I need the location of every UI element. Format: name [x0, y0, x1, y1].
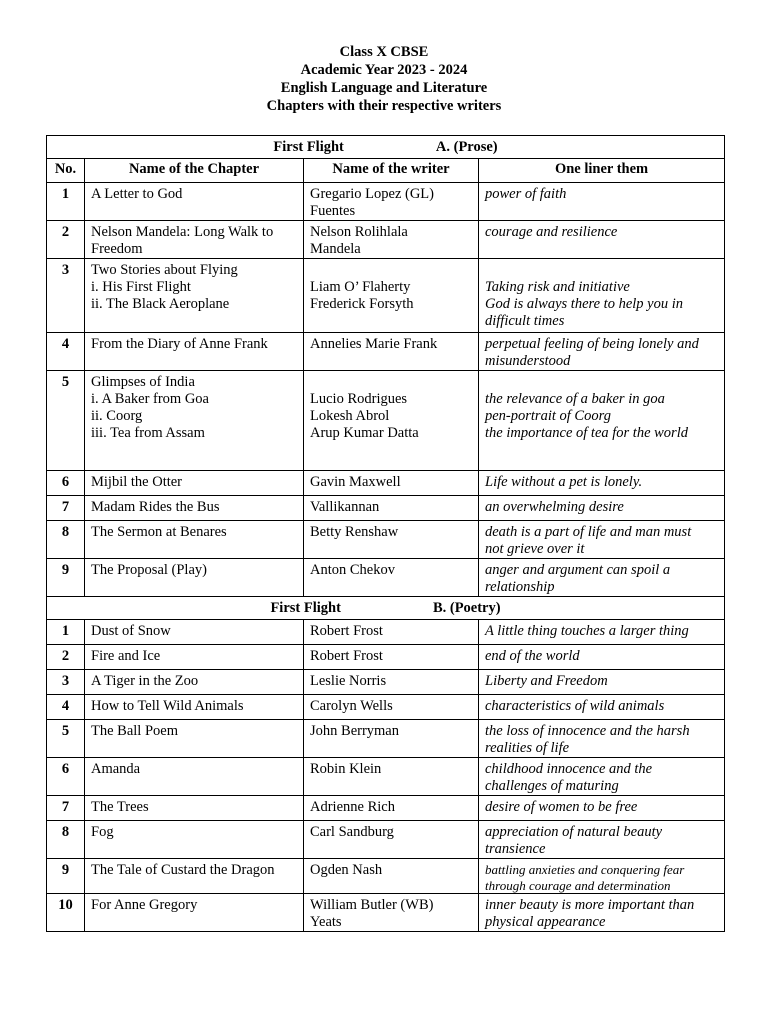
row-number: 5: [47, 371, 85, 471]
writer-name: [304, 796, 479, 821]
table-row: [47, 521, 725, 559]
chapter-name: [85, 521, 304, 559]
writer-name: [304, 371, 479, 471]
one-liner-line: God is always there to help you in: [485, 296, 684, 312]
table-row: [47, 221, 725, 259]
one-liner-line: end of the world: [485, 648, 580, 664]
one-liner-line: inner beauty is more important than: [485, 897, 695, 913]
table-row: [47, 670, 725, 695]
one-liner-line: death is a part of life and man must: [485, 524, 692, 540]
column-header-writer: Name of the writer: [304, 159, 479, 183]
writer-name-line: Lucio Rodrigues: [310, 391, 408, 407]
writer-name: [304, 894, 479, 932]
writer-name-line: William Butler (WB): [310, 897, 434, 913]
writer-name-line: [310, 262, 472, 279]
chapter-name-line: The Ball Poem: [91, 723, 178, 739]
chapter-name-line: Glimpses of India: [91, 374, 195, 390]
row-number: 8: [47, 521, 85, 559]
one-liner-line: characteristics of wild animals: [485, 698, 665, 714]
writer-name: [304, 183, 479, 221]
chapter-name-line: Nelson Mandela: Long Walk to: [91, 224, 274, 240]
chapter-name-line: iii. Tea from Assam: [91, 425, 205, 441]
chapter-name: [85, 670, 304, 695]
one-liner: [479, 758, 725, 796]
poetry-section-title: [47, 597, 725, 620]
writer-name-line: Leslie Norris: [310, 673, 387, 689]
writer-name-line: Fuentes: [310, 203, 356, 219]
one-liner-line: through courage and determination: [485, 877, 671, 893]
row-number: 2: [47, 645, 85, 670]
one-liner: [479, 259, 725, 333]
chapter-name-line: i. His First Flight: [91, 279, 191, 295]
writer-name-line: Robin Klein: [310, 761, 382, 777]
table-row: [47, 620, 725, 645]
writer-name: [304, 758, 479, 796]
writer-name-line: Anton Chekov: [310, 562, 395, 578]
writer-name-line: Gavin Maxwell: [310, 474, 401, 490]
chapters-table: [46, 135, 725, 932]
one-liner: [479, 221, 725, 259]
chapter-name-line: ii. Coorg: [91, 408, 143, 424]
one-liner: [479, 183, 725, 221]
table-row: [47, 796, 725, 821]
chapter-name-line: i. A Baker from Goa: [91, 391, 209, 407]
chapter-name-line: The Proposal (Play): [91, 562, 207, 578]
one-liner: [479, 496, 725, 521]
writer-name-line: Betty Renshaw: [310, 524, 399, 540]
table-row: [47, 821, 725, 859]
one-liner-line: misunderstood: [485, 353, 571, 369]
row-number: 5: [47, 720, 85, 758]
one-liner-line: relationship: [485, 579, 555, 595]
prose-section-title: [47, 136, 725, 159]
chapter-name-line: ii. The Black Aeroplane: [91, 296, 230, 312]
one-liner-line: desire of women to be free: [485, 799, 638, 815]
writer-name: [304, 620, 479, 645]
one-liner-line: realities of life: [485, 740, 570, 756]
row-number: 2: [47, 221, 85, 259]
one-liner-line: not grieve over it: [485, 541, 585, 557]
one-liner-line: [485, 262, 718, 279]
one-liner-line: battling anxieties and conquering fear: [485, 862, 685, 877]
chapter-name: [85, 471, 304, 496]
one-liner-line: physical appearance: [485, 914, 606, 930]
one-liner-line: an overwhelming desire: [485, 499, 624, 515]
one-liner: [479, 821, 725, 859]
one-liner-line: Taking risk and initiative: [485, 279, 630, 295]
writer-name-line: Nelson Rolihlala: [310, 224, 408, 240]
table-row: [47, 859, 725, 894]
row-number: 4: [47, 695, 85, 720]
writer-name-line: Carl Sandburg: [310, 824, 394, 840]
chapter-name: [85, 221, 304, 259]
chapter-name-line: From the Diary of Anne Frank: [91, 336, 268, 352]
chapter-name-line: Mijbil the Otter: [91, 474, 183, 490]
one-liner: [479, 695, 725, 720]
writer-name-line: Frederick Forsyth: [310, 296, 414, 312]
one-liner-line: the loss of innocence and the harsh: [485, 723, 690, 739]
writer-name: [304, 521, 479, 559]
one-liner: [479, 796, 725, 821]
row-number: 8: [47, 821, 85, 859]
row-number: 9: [47, 859, 85, 894]
row-number: 6: [47, 758, 85, 796]
chapter-name-line: How to Tell Wild Animals: [91, 698, 244, 714]
table-row: [47, 758, 725, 796]
row-number: 1: [47, 183, 85, 221]
one-liner: [479, 620, 725, 645]
row-number: 6: [47, 471, 85, 496]
one-liner: [479, 471, 725, 496]
writer-name-line: Yeats: [310, 914, 342, 930]
chapter-name: [85, 259, 304, 333]
writer-name: [304, 821, 479, 859]
poetry-part-label: B. (Poetry): [432, 600, 501, 616]
row-number: 4: [47, 333, 85, 371]
chapter-name: [85, 821, 304, 859]
prose-section-row: [47, 136, 725, 159]
one-liner-line: transience: [485, 841, 546, 857]
chapter-name: [85, 559, 304, 597]
chapter-name: [85, 859, 304, 894]
writer-name: [304, 471, 479, 496]
one-liner-line: pen-portrait of Coorg: [485, 408, 611, 424]
writer-name-line: John Berryman: [310, 723, 399, 739]
table-row: [47, 183, 725, 221]
one-liner: [479, 333, 725, 371]
chapter-name: [85, 695, 304, 720]
writer-name-line: Adrienne Rich: [310, 799, 395, 815]
poetry-book-title: First Flight: [270, 600, 341, 616]
prose-book-title: First Flight: [273, 139, 344, 155]
table-row: [47, 559, 725, 597]
table-row: [47, 645, 725, 670]
one-liner: [479, 859, 725, 894]
writer-name: [304, 221, 479, 259]
chapter-name-line: Fog: [91, 824, 114, 840]
writer-name-line: Liam O’ Flaherty: [310, 279, 411, 295]
one-liner-line: perpetual feeling of being lonely and: [485, 336, 699, 352]
writer-name-line: Arup Kumar Datta: [310, 425, 419, 441]
prose-part-label: A. (Prose): [435, 139, 498, 155]
table-row: [47, 259, 725, 333]
writer-name-line: Annelies Marie Frank: [310, 336, 438, 352]
one-liner-line: Liberty and Freedom: [485, 673, 608, 689]
chapter-name: [85, 496, 304, 521]
writer-name: [304, 645, 479, 670]
one-liner: [479, 521, 725, 559]
one-liner: [479, 670, 725, 695]
writer-name-line: Robert Frost: [310, 648, 383, 664]
chapter-name: [85, 758, 304, 796]
column-header-row: [47, 159, 725, 183]
header-subtitle: Chapters with their respective writers: [266, 98, 502, 114]
row-number: 3: [47, 259, 85, 333]
writer-name-line: Robert Frost: [310, 623, 383, 639]
one-liner: [479, 720, 725, 758]
chapter-name: [85, 645, 304, 670]
column-header-no: No.: [47, 159, 85, 183]
writer-name: [304, 670, 479, 695]
header-subject: English Language and Literature: [280, 80, 488, 96]
writer-name: [304, 720, 479, 758]
chapter-name-line: The Tale of Custard the Dragon: [91, 862, 275, 878]
chapter-name: [85, 371, 304, 471]
column-header-oneliner: One liner them: [479, 159, 725, 183]
header-class: Class X CBSE: [339, 44, 429, 60]
chapter-name-line: For Anne Gregory: [91, 897, 198, 913]
chapter-name: [85, 183, 304, 221]
one-liner-line: power of faith: [485, 186, 567, 202]
writer-name-line: Ogden Nash: [310, 862, 383, 878]
row-number: 7: [47, 796, 85, 821]
column-header-chapter: Name of the Chapter: [85, 159, 304, 183]
writer-name-line: Mandela: [310, 241, 361, 257]
one-liner: [479, 894, 725, 932]
chapter-name: [85, 620, 304, 645]
writer-name-line: Gregario Lopez (GL): [310, 186, 434, 202]
chapter-name-line: The Sermon at Benares: [91, 524, 227, 540]
header-academic-year: Academic Year 2023 - 2024: [300, 62, 468, 78]
writer-name-line: [310, 374, 472, 391]
row-number: 1: [47, 620, 85, 645]
one-liner-line: challenges of maturing: [485, 778, 619, 794]
chapters-table-body: [47, 136, 725, 932]
one-liner-line: [485, 374, 718, 391]
one-liner: [479, 645, 725, 670]
table-row: [47, 720, 725, 758]
chapter-name-line: The Trees: [91, 799, 149, 815]
chapter-name-line: A Letter to God: [91, 186, 183, 202]
row-number: 7: [47, 496, 85, 521]
chapter-name: [85, 894, 304, 932]
chapter-name-line: Two Stories about Flying: [91, 262, 238, 278]
document-header: [0, 43, 768, 115]
writer-name-line: Lokesh Abrol: [310, 408, 390, 424]
writer-name: [304, 695, 479, 720]
chapter-name-line: Dust of Snow: [91, 623, 171, 639]
writer-name: [304, 859, 479, 894]
one-liner-line: courage and resilience: [485, 224, 618, 240]
writer-name: [304, 333, 479, 371]
table-row: [47, 333, 725, 371]
one-liner-line: difficult times: [485, 313, 565, 329]
writer-name-line: Vallikannan: [310, 499, 380, 515]
row-number: 9: [47, 559, 85, 597]
one-liner: [479, 559, 725, 597]
chapter-name-line: Freedom: [91, 241, 143, 257]
table-row: [47, 894, 725, 932]
table-row: [47, 371, 725, 471]
chapter-name-line: Madam Rides the Bus: [91, 499, 220, 515]
one-liner-line: the importance of tea for the world: [485, 425, 688, 441]
chapter-name-line: Fire and Ice: [91, 648, 161, 664]
one-liner-line: childhood innocence and the: [485, 761, 653, 777]
table-row: [47, 496, 725, 521]
row-number: 10: [47, 894, 85, 932]
one-liner-line: appreciation of natural beauty: [485, 824, 663, 840]
writer-name: [304, 559, 479, 597]
chapter-name: [85, 720, 304, 758]
table-row: [47, 695, 725, 720]
table-row: [47, 471, 725, 496]
chapter-name: [85, 796, 304, 821]
chapter-name-line: A Tiger in the Zoo: [91, 673, 199, 689]
writer-name: [304, 259, 479, 333]
one-liner-line: the relevance of a baker in goa: [485, 391, 665, 407]
one-liner-line: A little thing touches a larger thing: [485, 623, 689, 639]
writer-name-line: Carolyn Wells: [310, 698, 393, 714]
poetry-section-row: [47, 597, 725, 620]
row-number: 3: [47, 670, 85, 695]
one-liner-line: Life without a pet is lonely.: [485, 474, 643, 490]
chapter-name: [85, 333, 304, 371]
one-liner: [479, 371, 725, 471]
writer-name: [304, 496, 479, 521]
chapter-name-line: Amanda: [91, 761, 141, 777]
one-liner-line: anger and argument can spoil a: [485, 562, 671, 578]
